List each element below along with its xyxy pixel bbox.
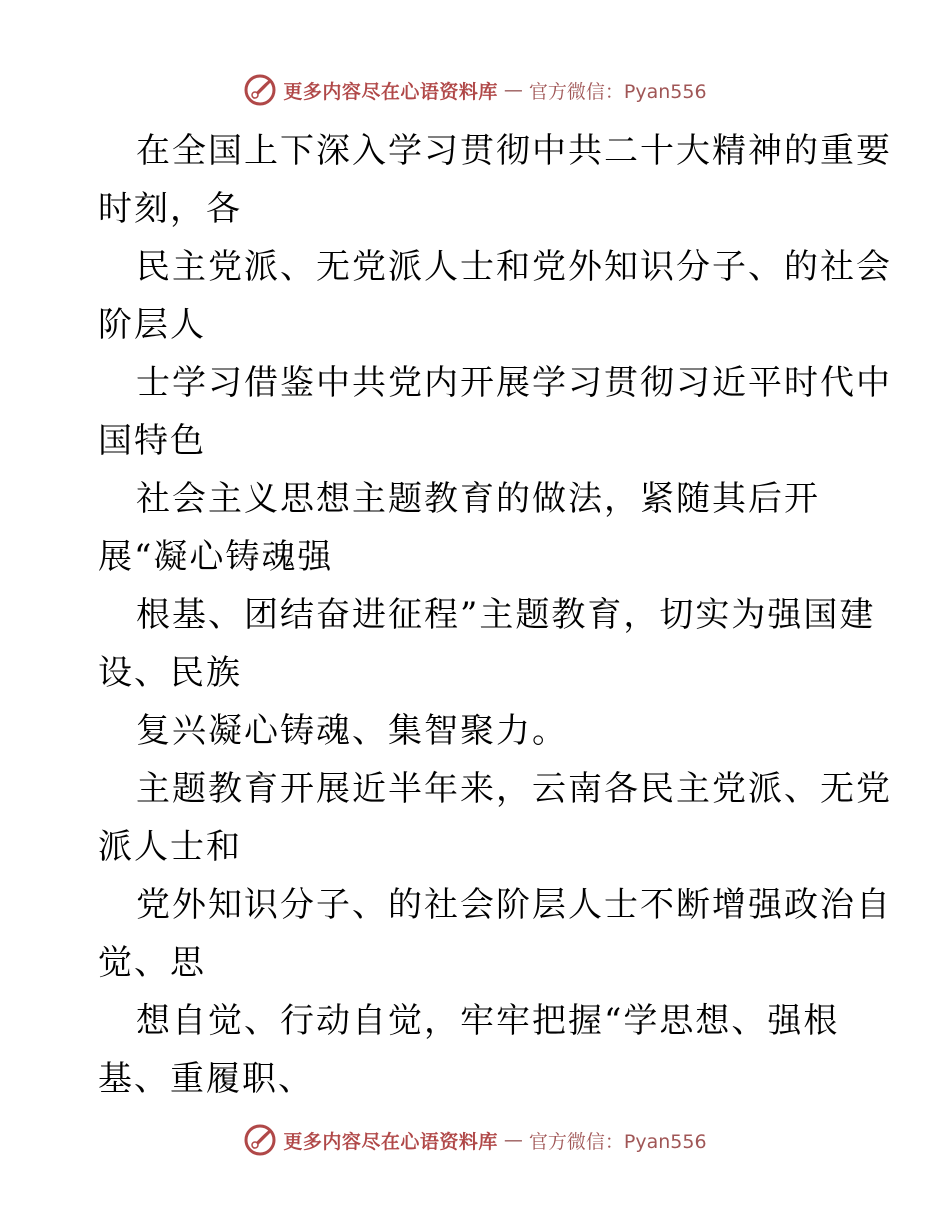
text-line: 国特色	[98, 421, 206, 461]
text-line: 派人士和	[98, 827, 242, 867]
text-line: 展“凝心铸魂强	[98, 537, 334, 577]
text-line: 党外知识分子、的社会阶层人士不断增强政治自	[136, 885, 892, 925]
brush-logo-icon	[243, 73, 277, 107]
text-line: 根基、团结奋进征程”主题教育，切实为强国建	[136, 595, 876, 635]
footer-separator: —	[503, 1129, 523, 1151]
header-banner	[0, 70, 950, 110]
text-line: 想自觉、行动自觉，牢牢把握“学思想、强根	[136, 1001, 840, 1041]
text-line: 在全国上下深入学习贯彻中共二十大精神的重要	[136, 131, 892, 171]
document-body	[98, 122, 892, 1108]
text-line: 复兴凝心铸魂、集智聚力。	[136, 711, 568, 751]
text-line: 基、重履职、	[98, 1059, 314, 1099]
text-line: 设、民族	[98, 653, 242, 693]
header-promo-text: 更多内容尽在心语资料库	[283, 80, 498, 103]
footer-promo-text: 更多内容尽在心语资料库	[283, 1130, 498, 1153]
text-line: 觉、思	[98, 943, 206, 983]
footer-contact-text: 官方微信：Pyan556	[528, 1130, 707, 1153]
brush-logo-icon	[243, 1123, 277, 1157]
text-line: 士学习借鉴中共党内开展学习贯彻习近平时代中	[136, 363, 892, 403]
footer-banner	[0, 1120, 950, 1160]
text-line: 社会主义思想主题教育的做法，紧随其后开	[136, 479, 820, 519]
text-line: 民主党派、无党派人士和党外知识分子、的社会	[136, 247, 892, 287]
text-line: 阶层人	[98, 305, 206, 345]
text-line: 主题教育开展近半年来，云南各民主党派、无党	[136, 769, 892, 809]
header-separator: —	[503, 79, 523, 101]
header-contact-text: 官方微信：Pyan556	[528, 80, 707, 103]
text-line: 时刻，各	[98, 189, 242, 229]
